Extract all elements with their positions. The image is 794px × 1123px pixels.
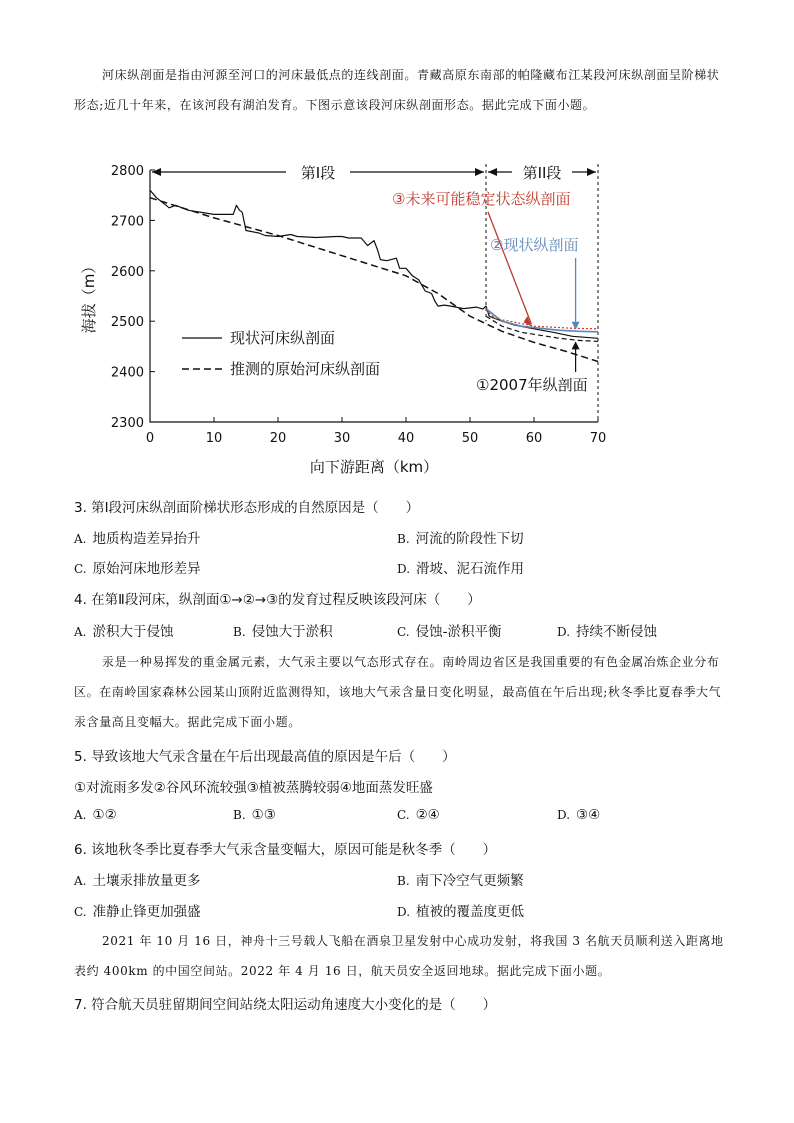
series-original-profile — [150, 198, 598, 362]
annotation-future-arrow — [488, 212, 531, 324]
q3-option-a[interactable]: A. 地质构造差异抬升 — [74, 531, 201, 547]
intro-paragraph-2: 汞是一种易挥发的重金属元素，大气汞主要以气态形式存在。南岭周边省区是我国重要的有色金属冶炼企业分布区。在南岭国家森林公园某山顶附近监测得知，该地大气汞含量日变化明显，最高值在午后出现;秋冬季比夏春季大气汞含量高且变幅大。据此完成下面小题。 — [74, 655, 722, 729]
q4-stem: 4. 在第Ⅱ段河床，纵剖面①→②→③的发育过程反映该段河床（ ） — [74, 592, 481, 608]
annotation-2007-arrow-head — [572, 341, 580, 349]
q5-option-d[interactable]: D. ③④ — [557, 807, 601, 823]
q6-stem: 6. 该地秋冬季比夏春季大气汞含量变幅大，原因可能是秋冬季（ ） — [74, 842, 497, 858]
y-tick-label: 2600 — [110, 264, 144, 280]
x-tick-label: 70 — [589, 431, 607, 446]
y-tick-label: 2700 — [110, 214, 144, 230]
q5-option-b[interactable]: B. ①③ — [233, 807, 276, 823]
x-tick-label: 30 — [333, 431, 351, 446]
segment-2-arrow-right-head — [587, 168, 596, 176]
q5-stem: 5. 导致该地大气汞含量在午后出现最高值的原因是午后（ ） — [74, 749, 456, 765]
legend-dashed-label: 推测的原始河床纵剖面 — [230, 360, 381, 378]
segment-2-label: 第II段 — [522, 164, 562, 182]
x-tick-label: 20 — [269, 431, 287, 446]
segment-1-arrow-left-head — [152, 168, 161, 176]
y-axis-title: 海拔（m） — [80, 258, 98, 334]
y-tick-label: 2500 — [110, 315, 144, 331]
annotation-future-profile: ③未来可能稳定状态纵剖面 — [392, 190, 571, 208]
q5-option-c[interactable]: C. ②④ — [397, 807, 440, 823]
q3-option-d[interactable]: D. 滑坡、泥石流作用 — [397, 561, 525, 577]
q4-option-d[interactable]: D. 持续不断侵蚀 — [557, 624, 658, 640]
q4-option-a[interactable]: A. 淤积大于侵蚀 — [74, 624, 174, 640]
x-tick-label: 10 — [205, 431, 223, 446]
q7-stem: 7. 符合航天员驻留期间空间站绕太阳运动角速度大小变化的是（ ） — [74, 997, 497, 1013]
intro-paragraph-1: 河床纵剖面是指由河源至河口的河床最低点的连线剖面。青藏高原东南部的帕隆藏布江某段河床纵剖面呈阶梯状形态;近几十年来，在该河段有湖泊发育。下图示意该段河床纵剖面形态。据此完成下面小题。 — [74, 68, 720, 112]
annotation-2007-profile: ①2007年纵剖面 — [476, 376, 588, 394]
q3-option-b[interactable]: B. 河流的阶段性下切 — [397, 531, 524, 547]
q6-option-b[interactable]: B. 南下冷空气更频繁 — [397, 873, 524, 889]
segment-1-arrow-right-head — [475, 168, 484, 176]
y-tick-label: 2300 — [110, 416, 144, 431]
q3-option-c[interactable]: C. 原始河床地形差异 — [74, 561, 201, 577]
q5-statements: ①对流雨多发②谷风环流较强③植被蒸腾较弱④地面蒸发旺盛 — [74, 780, 433, 796]
x-tick-label: 0 — [145, 431, 155, 446]
x-tick-label: 50 — [461, 431, 479, 446]
q6-option-c[interactable]: C. 准静止锋更加强盛 — [74, 904, 201, 920]
q6-option-a[interactable]: A. 土壤汞排放量更多 — [74, 873, 201, 889]
annotation-present-profile: ②现状纵剖面 — [490, 236, 579, 254]
river-profile-chart — [70, 150, 630, 485]
series-current-profile — [150, 190, 598, 338]
x-axis-title: 向下游距离（km） — [309, 458, 439, 476]
q5-option-a[interactable]: A. ①② — [74, 807, 117, 823]
q6-option-d[interactable]: D. 植被的覆盖度更低 — [397, 904, 525, 920]
x-tick-label: 40 — [397, 431, 415, 446]
intro-paragraph-3: 2021 年 10 月 16 日，神舟十三号载人飞船在酒泉卫星发射中心成功发射，将我国 3 名航天员顺利送入距离地表约 400km 的中国空间站。2022 年 4 月 16 日，航天员安全返回地球。据此完成下面小题。 — [74, 934, 724, 978]
q4-option-b[interactable]: B. 侵蚀大于淤积 — [233, 624, 333, 640]
y-tick-label: 2800 — [110, 164, 144, 179]
q4-option-c[interactable]: C. 侵蚀-淤积平衡 — [397, 624, 502, 640]
y-tick-label: 2400 — [110, 365, 144, 381]
x-tick-label: 60 — [525, 431, 543, 446]
segment-2-arrow-left-head — [488, 168, 497, 176]
segment-1-label: 第I段 — [300, 164, 336, 182]
legend-solid-label: 现状河床纵剖面 — [230, 329, 336, 347]
q3-stem: 3. 第Ⅰ段河床纵剖面阶梯状形态形成的自然原因是（ ） — [74, 500, 420, 516]
